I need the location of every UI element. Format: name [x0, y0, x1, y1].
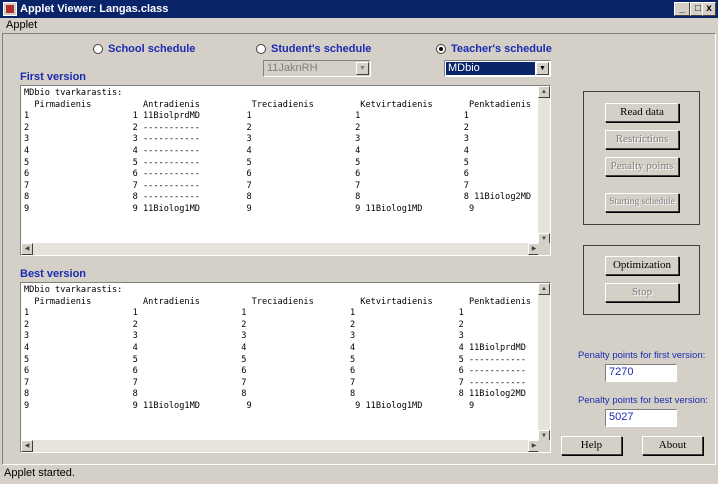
penalty-points-button[interactable]: Penalty points	[605, 157, 679, 176]
scroll-left-icon[interactable]: ◀	[21, 243, 33, 255]
radio-student-schedule[interactable]	[256, 43, 371, 55]
maximize-button[interactable]: □	[690, 2, 706, 16]
best-penalty-field[interactable]: 5027	[605, 409, 677, 427]
starting-schedule-button[interactable]: Starting schedule	[605, 193, 679, 212]
first-penalty-field[interactable]: 7270	[605, 364, 677, 382]
status-bar: Applet started.	[4, 467, 75, 479]
radio-student-label: Student's schedule	[271, 43, 372, 56]
menu-bar	[0, 18, 718, 32]
best-version-label: Best version	[20, 268, 87, 280]
best-version-text: MDbio tvarkarastis: Pirmadienis Antradienis Treciadienis Ketvirtadienis Penktadienis 1 1 1 1 1 2 2 2 2 2 3 3 3 3 3 4 4 4 4 4 11BiolprdMD 5 5 5 5 5 ----------- 6 6 6 6 6 ----------- 7 7 7 7 7 ----------- 8 8 8 8 8 11Biolog2MD 9 9 11Biolog1MD 9 9 11Biolog1MD 9	[24, 285, 532, 411]
radio-selected-icon[interactable]	[436, 44, 446, 54]
scroll-up-icon[interactable]: ▲	[538, 86, 550, 98]
about-button[interactable]: About	[642, 436, 703, 455]
stop-button[interactable]: Stop	[605, 283, 679, 302]
first-penalty-label: Penalty points for first version:	[578, 350, 706, 361]
dropdown-arrow-icon[interactable]: ▼	[536, 62, 549, 75]
dropdown-arrow-icon[interactable]: ▼	[356, 62, 369, 75]
student-select[interactable]	[263, 60, 371, 77]
scroll-corner	[538, 243, 550, 255]
menu-applet[interactable]: Applet	[6, 19, 38, 31]
title-bar[interactable]	[0, 0, 718, 18]
help-button[interactable]: Help	[561, 436, 622, 455]
java-app-icon	[3, 2, 17, 16]
scroll-up-icon[interactable]: ▲	[538, 283, 550, 295]
window-title: Applet Viewer: Langas.class	[20, 3, 169, 15]
teacher-select[interactable]	[444, 60, 551, 77]
first-version-textarea[interactable]	[20, 85, 551, 256]
teacher-select-value: MDbio	[446, 62, 535, 75]
radio-teacher-label: Teacher's schedule	[451, 43, 552, 56]
scroll-down-icon[interactable]: ▼	[538, 430, 550, 442]
radio-teacher-schedule[interactable]	[436, 43, 552, 55]
scroll-corner	[538, 440, 550, 452]
first-version-label: First version	[20, 71, 87, 83]
vertical-scrollbar[interactable]	[538, 283, 550, 442]
first-version-text: MDbio tvarkarastis: Pirmadienis Antradienis Treciadienis Ketvirtadienis Penktadienis 1 1 11BiolprdMD 1 1 1 2 2 ----------- 2 2 2 3 3 ----------- 3 3 3 4 4 ----------- 4 4 4 5 5 ----------- 5 5 5 6 6 ----------- 6 6 6 7 7 ----------- 7 7 7 8 8 ----------- 8 8 8 11Biolog2MD 9 9 11Biolog1MD 9 9 11Biolog1MD 9	[24, 88, 532, 214]
scroll-down-icon[interactable]: ▼	[538, 233, 550, 245]
radio-school-schedule[interactable]	[93, 43, 195, 55]
restrictions-button[interactable]: Restrictions	[605, 130, 679, 149]
best-penalty-label: Penalty points for best version:	[578, 395, 708, 406]
optimization-button[interactable]: Optimization	[605, 256, 679, 275]
scroll-left-icon[interactable]: ◀	[21, 440, 33, 452]
read-data-button[interactable]: Read data	[605, 103, 679, 122]
scroll-right-icon[interactable]: ▶	[528, 440, 540, 452]
horizontal-scrollbar[interactable]	[21, 243, 540, 255]
student-select-value: 11JaknRH	[267, 62, 318, 74]
radio-circle-icon[interactable]	[256, 44, 266, 54]
vertical-scrollbar[interactable]	[538, 86, 550, 245]
radio-school-label: School schedule	[108, 43, 196, 56]
close-button[interactable]: x	[702, 2, 716, 16]
horizontal-scrollbar[interactable]	[21, 440, 540, 452]
radio-circle-icon[interactable]	[93, 44, 103, 54]
scroll-right-icon[interactable]: ▶	[528, 243, 540, 255]
minimize-button[interactable]: _	[674, 2, 690, 16]
best-version-textarea[interactable]	[20, 282, 551, 453]
